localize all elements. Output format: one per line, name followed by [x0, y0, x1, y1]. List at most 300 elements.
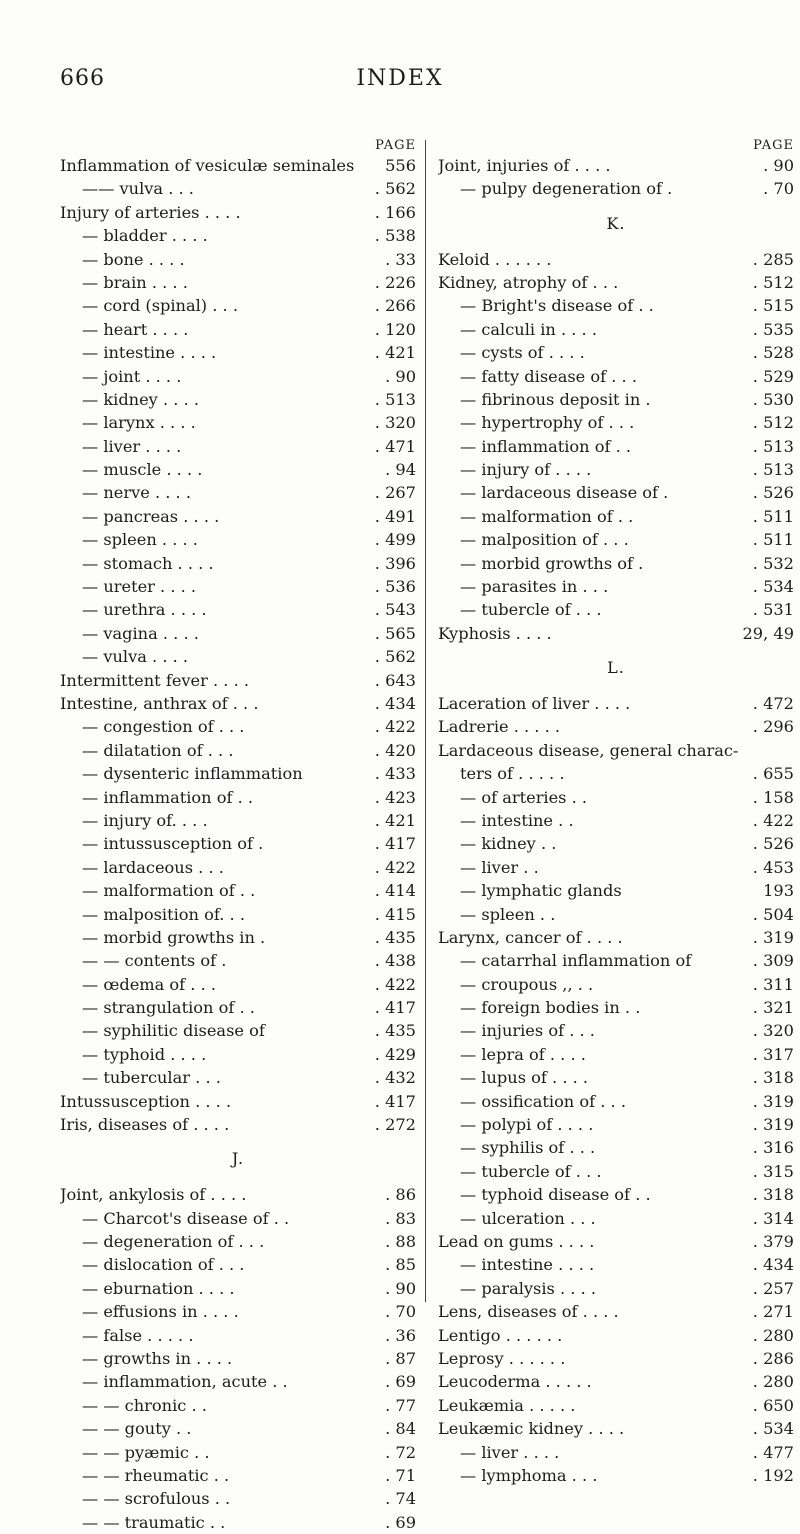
entry-page: . 267 [372, 481, 416, 504]
index-entry [60, 786, 416, 809]
entry-text: — pancreas . . . . [82, 506, 220, 526]
entry-text: — brain . . . . [82, 272, 188, 292]
entry-page: . 477 [750, 1441, 794, 1464]
entry-text: — — rheumatic . . [82, 1465, 230, 1485]
entry-page: . 438 [372, 949, 416, 972]
index-entry [438, 458, 794, 481]
entry-page: . 85 [382, 1253, 416, 1276]
entry-page: . 74 [382, 1487, 416, 1510]
entry-page: . 86 [382, 1183, 416, 1206]
entry-page: . 453 [750, 856, 794, 879]
entry-text: — — scrofulous . . [82, 1489, 231, 1509]
page-column-label: PAGE [375, 138, 416, 153]
entry-text: Leprosy . . . . . . [438, 1348, 566, 1368]
entry-text: — morbid growths of . [460, 553, 644, 573]
entry-text: — malformation of . . [82, 881, 256, 901]
entry-page: . 504 [750, 903, 794, 926]
index-entry [438, 528, 794, 551]
entry-page: . 422 [372, 973, 416, 996]
entry-text: — degeneration of . . . [82, 1231, 265, 1251]
entry-text: Larynx, cancer of . . . . [438, 927, 623, 947]
entry-page: . 562 [372, 177, 416, 200]
index-entry [60, 154, 416, 177]
entry-text: — cysts of . . . . [460, 343, 585, 363]
entry-text: — kidney . . [460, 834, 557, 854]
entry-text: — syphilitic disease of [82, 1021, 265, 1041]
index-entry [60, 645, 416, 668]
entry-text: — ureter . . . . [82, 577, 197, 597]
index-entry [60, 926, 416, 949]
index-entry [60, 1066, 416, 1089]
entry-page: . 543 [372, 598, 416, 621]
index-entry [60, 739, 416, 762]
entry-page: . 321 [750, 996, 794, 1019]
entry-page: . 90 [382, 1277, 416, 1300]
index-entry [60, 1347, 416, 1370]
entry-page: . 396 [372, 552, 416, 575]
entry-text: — fatty disease of . . . [460, 366, 637, 386]
column-divider [425, 140, 426, 1302]
entry-text: — dilatation of . . . [82, 740, 234, 760]
index-entry [438, 622, 794, 645]
entry-page: . 491 [372, 505, 416, 528]
index-entry [60, 1019, 416, 1042]
entry-page: . 531 [750, 598, 794, 621]
index-entry [60, 294, 416, 317]
entry-page: . 315 [750, 1160, 794, 1183]
index-entry [60, 318, 416, 341]
entry-text: — nerve . . . . [82, 483, 191, 503]
index-entry [438, 1464, 794, 1487]
index-entry [60, 224, 416, 247]
index-entry [60, 1300, 416, 1323]
entry-text: —— vulva . . . [82, 179, 194, 199]
entry-text: Lardaceous disease, general charac- [438, 740, 739, 760]
index-entry [438, 248, 794, 271]
index-entry [438, 1324, 794, 1347]
entry-page: . 534 [750, 575, 794, 598]
index-entry [60, 201, 416, 224]
index-entry [438, 1300, 794, 1323]
entry-page: . 421 [372, 341, 416, 364]
entry-text: — lardaceous disease of . [460, 483, 669, 503]
entry-page: . 296 [750, 715, 794, 738]
index-entry [438, 1417, 794, 1440]
entry-page: . 87 [382, 1347, 416, 1370]
entry-page: 193 [760, 879, 794, 902]
entry-page: . 318 [750, 1183, 794, 1206]
entry-text: — hypertrophy of . . . [460, 413, 635, 433]
entry-page: . 434 [750, 1253, 794, 1276]
index-entry [438, 294, 794, 317]
index-entry [438, 739, 794, 762]
index-entry [60, 1113, 416, 1136]
entry-page: . 433 [372, 762, 416, 785]
entry-page: . 535 [750, 318, 794, 341]
index-entry [60, 177, 416, 200]
index-entry [60, 1464, 416, 1487]
index-entry [438, 786, 794, 809]
index-entry [438, 435, 794, 458]
index-entry [60, 1394, 416, 1417]
entry-page: . 513 [750, 458, 794, 481]
entry-text: — paralysis . . . . [460, 1278, 597, 1298]
index-entry [60, 1183, 416, 1206]
entry-page: . 421 [372, 809, 416, 832]
index-entry [60, 996, 416, 1019]
entry-text: Leukæmia . . . . . [438, 1395, 576, 1415]
entry-text: — Bright's disease of . . [460, 296, 654, 316]
entry-text: — muscle . . . . [82, 460, 203, 480]
entry-text: — joint . . . . [82, 366, 182, 386]
entry-page: . 271 [750, 1300, 794, 1323]
entry-text: — typhoid . . . . [82, 1044, 207, 1064]
entry-text: Leucoderma . . . . . [438, 1372, 592, 1392]
entry-page: 29, 49 [740, 622, 795, 645]
entry-text: — morbid growths in . [82, 927, 266, 947]
entry-text: — Charcot's disease of . . [82, 1208, 290, 1228]
index-entry [438, 903, 794, 926]
index-entry [438, 552, 794, 575]
entry-page: . 512 [750, 411, 794, 434]
entry-text: Ladrerie . . . . . [438, 717, 561, 737]
index-entry [60, 365, 416, 388]
index-entry [438, 926, 794, 949]
index-entry [438, 1253, 794, 1276]
entry-text: — stomach . . . . [82, 553, 214, 573]
entry-page: . 94 [382, 458, 416, 481]
index-entry [438, 1160, 794, 1183]
index-entry [60, 341, 416, 364]
entry-text: — — contents of . [82, 951, 227, 971]
index-entry [438, 879, 794, 902]
entry-text: — congestion of . . . [82, 717, 245, 737]
entry-page: . 226 [372, 271, 416, 294]
entry-text: — kidney . . . . [82, 389, 199, 409]
entry-text: — polypi of . . . . [460, 1115, 594, 1135]
section-letter: K. [606, 213, 626, 233]
index-entry [60, 1441, 416, 1464]
entry-text: — malposition of . . . [460, 530, 629, 550]
index-entry [60, 1487, 416, 1510]
page-column-label: PAGE [753, 138, 794, 153]
entry-page: . 320 [372, 411, 416, 434]
index-entries-left [60, 154, 416, 1534]
entry-page: . 319 [750, 926, 794, 949]
entry-text: — lardaceous . . . [82, 857, 224, 877]
index-entry [438, 1441, 794, 1464]
entry-page: . 71 [382, 1464, 416, 1487]
index-entry [60, 435, 416, 458]
entry-text: — spleen . . [460, 904, 556, 924]
index-entry [60, 481, 416, 504]
index-entry [60, 856, 416, 879]
index-entries-right [438, 154, 794, 1487]
entry-page: . 84 [382, 1417, 416, 1440]
index-column-left [60, 138, 416, 1534]
entry-page: . 532 [750, 552, 794, 575]
entry-text: — lymphatic glands [460, 881, 622, 901]
index-entry [60, 715, 416, 738]
index-entry [60, 832, 416, 855]
entry-page: . 565 [372, 622, 416, 645]
entry-text: — intestine . . [460, 810, 574, 830]
entry-text: — lymphoma . . . [460, 1465, 598, 1485]
entry-page: . 435 [372, 1019, 416, 1042]
index-entry [438, 1230, 794, 1253]
entry-page: . 314 [750, 1207, 794, 1230]
entry-text: — intestine . . . . [460, 1255, 595, 1275]
entry-page: . 417 [372, 832, 416, 855]
entry-text: — typhoid disease of . . [460, 1185, 651, 1205]
entry-text: Keloid . . . . . . [438, 249, 552, 269]
entry-text: — growths in . . . . [82, 1348, 233, 1368]
entry-text: — vagina . . . . [82, 623, 199, 643]
index-entry [60, 949, 416, 972]
entry-text: — tubercle of . . . [460, 600, 602, 620]
index-entry [438, 1207, 794, 1230]
entry-text: — intestine . . . . [82, 343, 217, 363]
entry-page: . 317 [750, 1043, 794, 1066]
entry-text: — — gouty . . [82, 1419, 192, 1439]
index-entry [60, 879, 416, 902]
index-entry [60, 598, 416, 621]
index-entry [60, 388, 416, 411]
entry-text: — malformation of . . [460, 506, 634, 526]
entry-page: . 471 [372, 435, 416, 458]
entry-page: . 90 [382, 365, 416, 388]
entry-page: . 280 [750, 1324, 794, 1347]
index-entry [60, 1370, 416, 1393]
page-title: INDEX [356, 66, 444, 91]
index-entry [438, 692, 794, 715]
entry-text: — ossification of . . . [460, 1091, 626, 1111]
entry-page: . 435 [372, 926, 416, 949]
entry-text: — inflammation, acute . . [82, 1372, 288, 1392]
entry-page: . 512 [750, 271, 794, 294]
entry-text: — cord (spinal) . . . [82, 296, 238, 316]
index-entry [60, 271, 416, 294]
entry-page: . 513 [750, 435, 794, 458]
index-entry [60, 1207, 416, 1230]
index-entry [438, 575, 794, 598]
index-entry [438, 949, 794, 972]
entry-page: . 511 [750, 505, 794, 528]
entry-page: . 311 [750, 973, 794, 996]
index-entry [438, 1113, 794, 1136]
entry-page: . 285 [750, 248, 794, 271]
entry-text: ters of . . . . . [460, 764, 565, 784]
entry-text: — pulpy degeneration of . [460, 179, 673, 199]
index-entry [438, 318, 794, 341]
entry-page: . 434 [372, 692, 416, 715]
entry-text: — effusions in . . . . [82, 1302, 239, 1322]
entry-page: . 422 [750, 809, 794, 832]
entry-page: . 309 [750, 949, 794, 972]
index-entry [438, 271, 794, 294]
entry-page: . 529 [750, 365, 794, 388]
entry-page: . 415 [372, 903, 416, 926]
entry-text: Intermittent fever . . . . [60, 670, 250, 690]
entry-text: — dislocation of . . . [82, 1255, 245, 1275]
index-entry [438, 1090, 794, 1113]
entry-page: . 69 [382, 1511, 416, 1534]
index-entry [60, 458, 416, 481]
entry-text: — intussusception of . [82, 834, 264, 854]
entry-text: — liver . . . . [82, 436, 182, 456]
entry-page: . 513 [372, 388, 416, 411]
entry-page: . 429 [372, 1043, 416, 1066]
entry-text: — injury of . . . . [460, 460, 592, 480]
entry-text: — syphilis of . . . [460, 1138, 596, 1158]
entry-text: Lentigo . . . . . . [438, 1325, 563, 1345]
entry-page: . 120 [372, 318, 416, 341]
index-entry [60, 1511, 416, 1534]
entry-text: — — pyæmic . . [82, 1442, 210, 1462]
index-entry [60, 1230, 416, 1253]
entry-page: . 536 [372, 575, 416, 598]
index-entry [438, 1066, 794, 1089]
index-entry [438, 996, 794, 1019]
entry-page: . 70 [382, 1300, 416, 1323]
entry-text: — liver . . . . [460, 1442, 560, 1462]
index-entry [438, 1043, 794, 1066]
index-entry [60, 552, 416, 575]
entry-page: . 280 [750, 1370, 794, 1393]
entry-text: — parasites in . . . [460, 577, 609, 597]
entry-page: . 90 [760, 154, 794, 177]
index-entry [60, 762, 416, 785]
entry-text: — dysenteric inflammation [82, 764, 303, 784]
index-entry [60, 692, 416, 715]
index-entry [60, 1324, 416, 1347]
index-entry [438, 411, 794, 434]
entry-page: . 422 [372, 856, 416, 879]
entry-text: Leukæmic kidney . . . . [438, 1419, 625, 1439]
index-entry [438, 365, 794, 388]
index-entry [60, 528, 416, 551]
index-entry [60, 903, 416, 926]
entry-page: . 422 [372, 715, 416, 738]
index-entry [438, 505, 794, 528]
index-entry [438, 1183, 794, 1206]
entry-text: Injury of arteries . . . . [60, 202, 241, 222]
index-entry [438, 832, 794, 855]
index-entry [438, 1277, 794, 1300]
entry-text: — tubercle of . . . [460, 1161, 602, 1181]
index-entry [438, 809, 794, 832]
entry-text: — injuries of . . . [460, 1021, 595, 1041]
entry-page: . 499 [372, 528, 416, 551]
running-head [0, 66, 800, 96]
entry-text: Intussusception . . . . [60, 1091, 232, 1111]
entry-text: — foreign bodies in . . [460, 998, 641, 1018]
entry-page: . 643 [372, 669, 416, 692]
entry-text: — strangulation of . . [82, 998, 255, 1018]
entry-text: Kidney, atrophy of . . . [438, 272, 619, 292]
entry-page: . 420 [372, 739, 416, 762]
index-entry [438, 341, 794, 364]
section-letter: J. [231, 1149, 245, 1169]
index-entry [60, 411, 416, 434]
entry-page: . 417 [372, 1090, 416, 1113]
entry-text: — inflammation of . . [460, 436, 632, 456]
entry-page: . 655 [750, 762, 794, 785]
index-entry [438, 1370, 794, 1393]
entry-page: . 320 [750, 1019, 794, 1042]
entry-page: . 33 [382, 248, 416, 271]
entry-page: . 70 [760, 177, 794, 200]
page-number: 666 [60, 66, 105, 91]
entry-text: — inflammation of . . [82, 787, 254, 807]
entry-page: . 562 [372, 645, 416, 668]
index-entry [60, 248, 416, 271]
entry-page: . 72 [382, 1441, 416, 1464]
index-entry [60, 1277, 416, 1300]
entry-page: . 316 [750, 1136, 794, 1159]
entry-text: Joint, ankylosis of . . . . [60, 1185, 247, 1205]
entry-page: . 69 [382, 1370, 416, 1393]
index-entry [60, 1417, 416, 1440]
entry-page: . 472 [750, 692, 794, 715]
index-entry [438, 856, 794, 879]
entry-page: . 166 [372, 201, 416, 224]
entry-text: — — traumatic . . [82, 1512, 226, 1532]
entry-page: . 286 [750, 1347, 794, 1370]
entry-text: — ulceration . . . [460, 1208, 596, 1228]
entry-page: . 88 [382, 1230, 416, 1253]
entry-page: . 266 [372, 294, 416, 317]
index-entry [438, 598, 794, 621]
entry-text: — lupus of . . . . [460, 1068, 589, 1088]
entry-page: . 414 [372, 879, 416, 902]
entry-text: Iris, diseases of . . . . [60, 1115, 230, 1135]
entry-page: . 272 [372, 1113, 416, 1136]
index-entry [60, 505, 416, 528]
index-entry [60, 669, 416, 692]
index-entry [438, 1136, 794, 1159]
entry-page: . 526 [750, 481, 794, 504]
entry-text: Joint, injuries of . . . . [438, 156, 611, 175]
entry-text: — — chronic . . [82, 1395, 207, 1415]
entry-text: Lead on gums . . . . [438, 1232, 595, 1251]
entry-page: . 530 [750, 388, 794, 411]
entry-page: . 318 [750, 1066, 794, 1089]
entry-page: . 528 [750, 341, 794, 364]
entry-text: — lepra of . . . . [460, 1044, 586, 1064]
entry-text: — liver . . [460, 857, 539, 877]
index-entry [438, 1019, 794, 1042]
entry-page: . 83 [382, 1207, 416, 1230]
entry-text: — malposition of. . . [82, 904, 245, 924]
entry-text: — bone . . . . [82, 249, 185, 269]
entry-page: . 319 [750, 1090, 794, 1113]
entry-text: — catarrhal inflammation of [460, 951, 692, 971]
section-letter: L. [607, 658, 625, 678]
entry-page: . 77 [382, 1394, 416, 1417]
entry-page: 556 [382, 154, 416, 177]
entry-text: — tubercular . . . [82, 1068, 221, 1088]
entry-page: . 379 [750, 1230, 794, 1253]
entry-page: . 423 [372, 786, 416, 809]
entry-page: . 538 [372, 224, 416, 247]
entry-text: — spleen . . . . [82, 530, 198, 550]
entry-page: . 432 [372, 1066, 416, 1089]
entry-text: Kyphosis . . . . [438, 623, 552, 643]
entry-page: . 158 [750, 786, 794, 809]
index-column-right [438, 138, 794, 1487]
entry-text: — larynx . . . . [82, 413, 196, 433]
